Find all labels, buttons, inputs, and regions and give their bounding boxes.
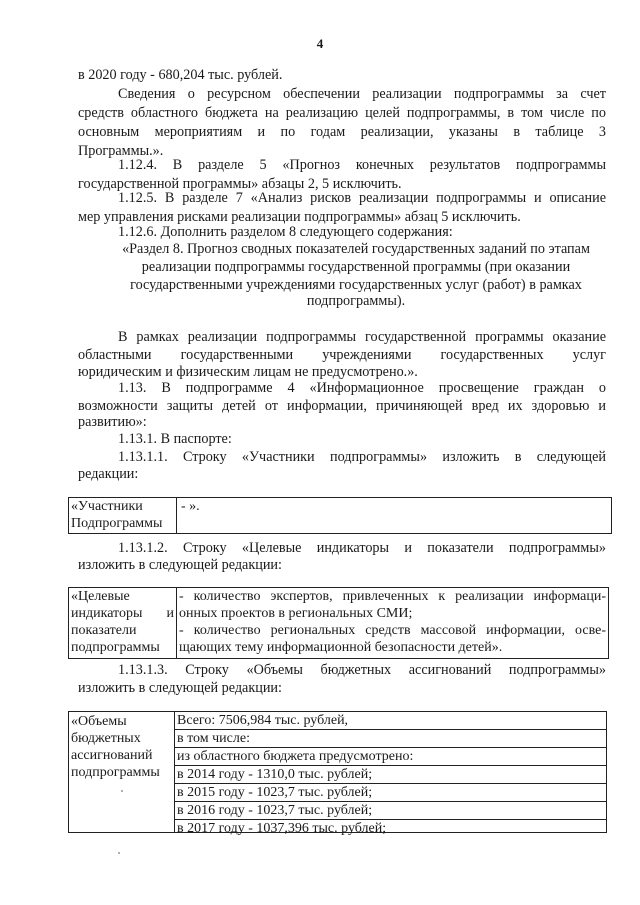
table-value-line: в 2016 году - 1023,7 тыс. рублей; bbox=[175, 802, 606, 820]
scan-speck bbox=[121, 790, 123, 792]
indicators-table bbox=[68, 587, 609, 659]
table-label-line: бюджетных bbox=[71, 731, 141, 746]
table-label-line: ассигнований bbox=[71, 748, 153, 763]
table-label-line: подпрограммы bbox=[71, 640, 160, 655]
table-label-cell bbox=[69, 498, 177, 533]
text-line: Программы.». bbox=[78, 143, 164, 159]
text-line: в 2020 году - 680,204 тыс. рублей. bbox=[78, 67, 283, 83]
text-line: 1.12.6. Дополнить разделом 8 следующего содержания: bbox=[118, 224, 453, 240]
text-line: 1.13.1.3. Строку «Объемы бюджетных ассигнований подпрограммы» bbox=[118, 662, 606, 678]
text-line: возможности защиты детей от информации, причиняющей вред их здоровью и bbox=[78, 398, 606, 414]
section-heading-line: реализации подпрограммы государственной программы (при оказании bbox=[141, 259, 571, 275]
section-heading-line: подпрограммы). bbox=[306, 293, 406, 309]
table-value-line: щающих тему информационной безопасности детей». bbox=[179, 640, 503, 655]
table-value-line: в 2017 году - 1037,396 тыс. рублей; bbox=[177, 821, 387, 836]
text-line: государственной программы» абзацы 2, 5 исключить. bbox=[78, 176, 402, 192]
table-value-line: - количество региональных средств массовой информации, осве- bbox=[179, 623, 606, 638]
text-line: мер управления рисками реализации подпрограммы» абзац 5 исключить. bbox=[78, 209, 521, 225]
table-label-line: подпрограммы bbox=[71, 765, 160, 780]
page-number: 4 bbox=[316, 36, 324, 51]
text-line: средств областного бюджета на реализацию целей подпрограммы, в том числе по bbox=[78, 105, 606, 121]
table-label-line: «Участники bbox=[71, 499, 143, 514]
table-value-cell bbox=[175, 712, 606, 836]
section-heading-line: «Раздел 8. Прогноз сводных показателей государственных заданий по этапам bbox=[122, 241, 590, 257]
text-line: развитию»: bbox=[78, 414, 147, 430]
table-value-line: Всего: 7506,984 тыс. рублей, bbox=[175, 712, 606, 730]
table-value-line: в 2015 году - 1023,7 тыс. рублей; bbox=[175, 784, 606, 802]
table-label-line: показатели bbox=[71, 623, 137, 638]
section-heading-line: государственными учреждениями государственных услуг (работ) в рамках bbox=[130, 277, 582, 293]
budget-table bbox=[68, 711, 607, 836]
text-line: редакции: bbox=[78, 466, 139, 482]
text-line: 1.12.4. В разделе 5 «Прогноз конечных результатов подпрограммы bbox=[118, 157, 606, 173]
table-value-cell bbox=[177, 588, 608, 658]
text-line: изложить в следующей редакции: bbox=[78, 557, 282, 573]
text-line: Сведения о ресурсном обеспечении реализации подпрограммы за счет bbox=[118, 86, 606, 102]
table-value-line: из областного бюджета предусмотрено: bbox=[175, 748, 606, 766]
table-label-line: индикаторы и bbox=[71, 606, 174, 621]
table-label-line: Подпрограммы bbox=[71, 516, 163, 531]
table-value-line: - количество экспертов, привлеченных к реализации информаци- bbox=[179, 589, 606, 604]
scan-speck bbox=[118, 852, 120, 854]
table-label-cell bbox=[69, 712, 175, 832]
table-value-cell bbox=[177, 498, 611, 533]
text-line: областными государственными учреждениями государственных услуг bbox=[78, 347, 606, 363]
text-line: 1.13.1.1. Строку «Участники подпрограммы» изложить в следующей bbox=[118, 449, 606, 465]
participants-table bbox=[68, 497, 612, 534]
table-value-line: в том числе: bbox=[175, 730, 606, 748]
text-line: В рамках реализации подпрограммы государственной программы оказание bbox=[118, 329, 606, 345]
text-line: 1.13. В подпрограмме 4 «Информационное просвещение граждан о bbox=[118, 380, 606, 396]
table-label-cell bbox=[69, 588, 177, 658]
table-value-line: онных проектов в региональных СМИ; bbox=[179, 606, 413, 621]
text-line: основным мероприятиям и по годам реализации, указаны в таблице 3 bbox=[78, 124, 606, 140]
text-line: юридическим и физическим лицам не предусмотрено.». bbox=[78, 364, 418, 380]
text-line: 1.13.1.2. Строку «Целевые индикаторы и показатели подпрограммы» bbox=[118, 540, 606, 556]
table-label-line: «Объемы bbox=[71, 714, 127, 729]
text-line: 1.13.1. В паспорте: bbox=[118, 431, 232, 447]
text-line: изложить в следующей редакции: bbox=[78, 680, 282, 696]
table-value-line: в 2014 году - 1310,0 тыс. рублей; bbox=[175, 766, 606, 784]
table-label-line: «Целевые bbox=[71, 589, 130, 604]
text-line: 1.12.5. В разделе 7 «Анализ рисков реализации подпрограммы и описание bbox=[118, 190, 606, 206]
table-value-line: - ». bbox=[181, 499, 200, 514]
